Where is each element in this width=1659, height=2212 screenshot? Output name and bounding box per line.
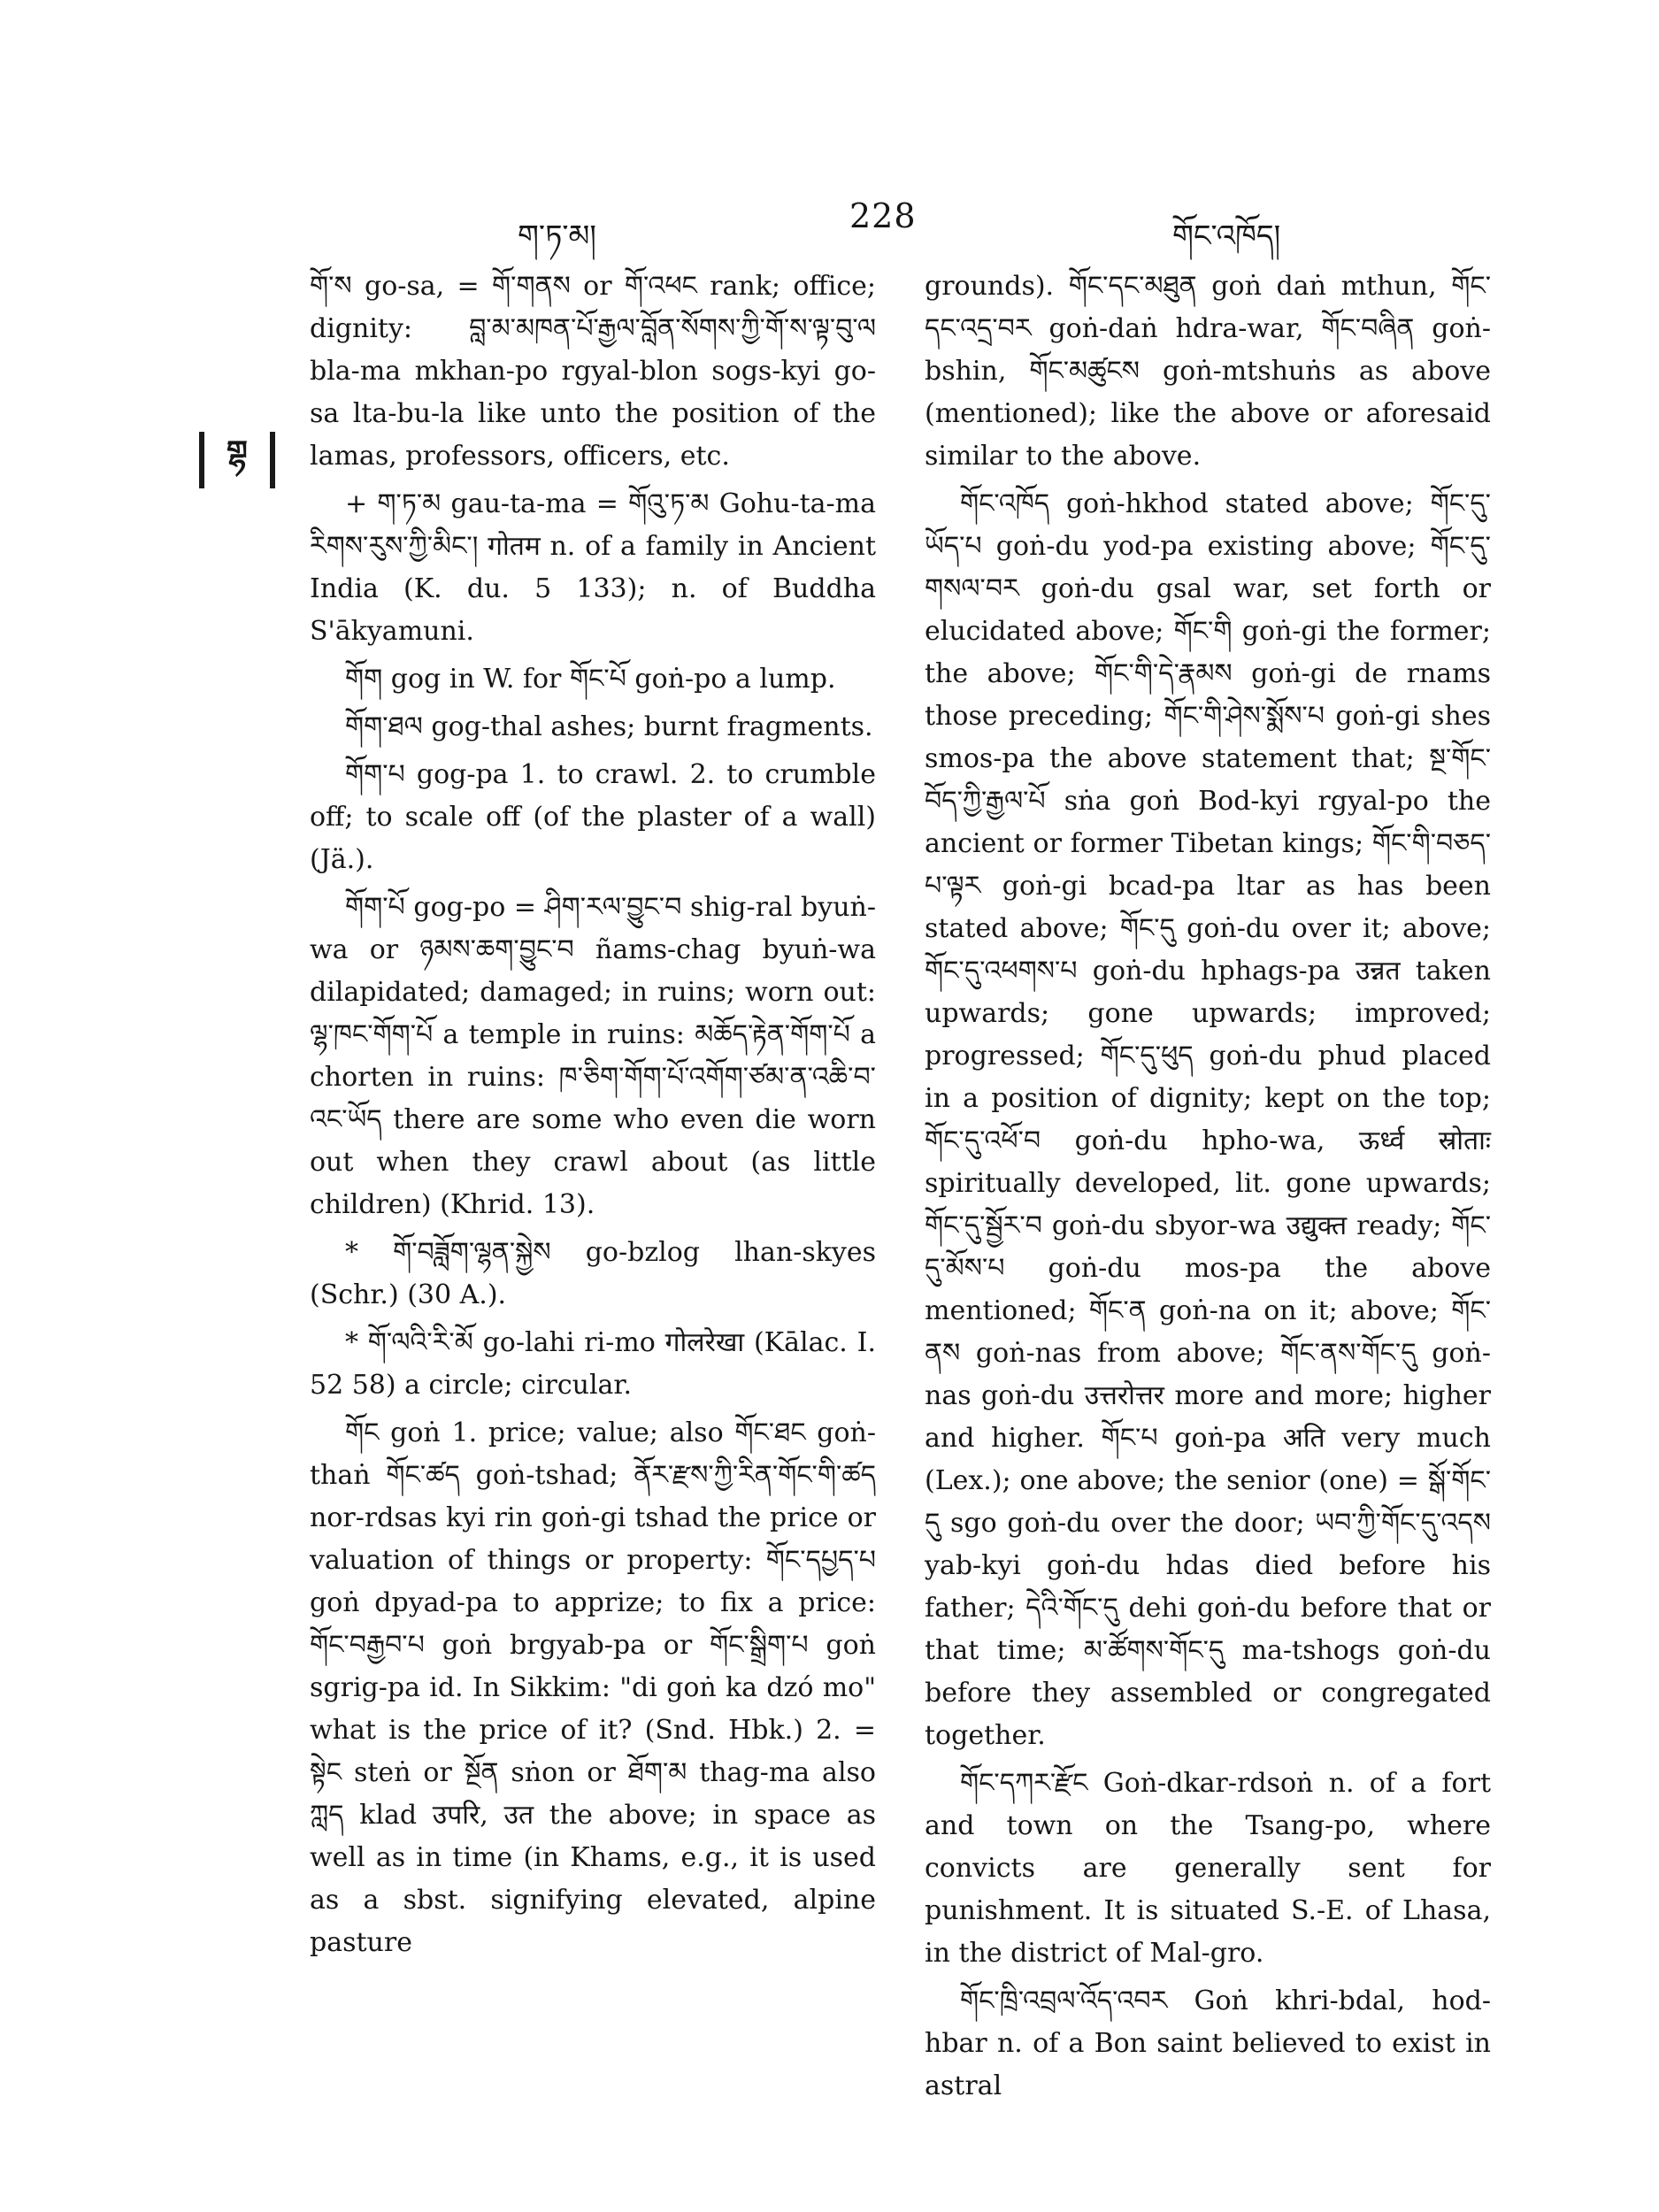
entry-gong: གོང goṅ 1. price; value; also གོང་ཐང goṅ-thaṅ གོང་ཚད goṅ-tshad; ནོར་རྫས་ཀྱི་རིན་གོང་གི་ཚད nor-rdsas kyi rin goṅ-gi tshad the price or valuation of things or property: གོང་དཔྱད་པ goṅ dpyad-pa to apprize; to fix a price: གོང་བརྒྱབ་པ goṅ brgyab-pa or གོང་སྒྲིག་པ goṅ sgrig-pa id. In Sikkim: "di goṅ ka dzó mo" what is the price of it? (Snd. Hbk.) 2. = སྟེང steṅ or སྔོན sṅon or ཐོག་མ thag-ma also ཀླད klad उपरि, उत the above; in space as well as in time (in Khams, e.g., it is used as a sbst. signifying elevated, alpine pasture (310, 1417, 876, 1958)
header-right-term: གོང་འཁོད། (1172, 219, 1281, 254)
entry-gog-pa: གོག་པ gog-pa 1. to crawl. 2. to crumble off; to scale off (of the plaster of a wall) (Jä.). (310, 759, 876, 875)
header-left-term: ག་ཏ་མ། (518, 219, 596, 254)
entry-go-lahi-ri-mo: * གོ་ལའི་རི་མོ go-lahi ri-mo गोलरेखा (Kālac. I. 52 58) a circle; circular. (310, 1327, 876, 1401)
entry-gong-continued: grounds). གོང་དང་མཐུན goṅ daṅ mthun, གོང་དང་འདྲ་བར goṅ-daṅ hdra-war, གོང་བཞིན goṅ-bshin, གོང་མཚུངས goṅ-mtshuṅs as above (mentioned); like the above or aforesaid similar to the above. (925, 271, 1491, 472)
entry-gong-dkar-rdsong: གོང་དཀར་རྫོང Goṅ-dkar-rdsoṅ n. of a fort and town on the Tsang-po, where convicts are generally sent for punishment. It is situated S.-E. of Lhasa, in the district of Mal-gro. (925, 1768, 1491, 1969)
entry-gau-ta-ma: + ག་ཏ་མ gau-ta-ma = གོའུ་ཏ་མ Gohu-ta-ma རིགས་རུས་ཀྱི་མིང་། गोतम n. of a family in Ancient India (K. du. 5 133); n. of Buddha S'ākyamuni. (310, 488, 876, 647)
entry-gong-hkhod: གོང་འཁོད goṅ-hkhod stated above; གོང་དུ་ཡོད་པ goṅ-du yod-pa existing above; གོང་དུ་གསལ་བར goṅ-du gsal war, set forth or elucidated above; གོང་གི goṅ-gi the former; the above; གོང་གི་དེ་རྣམས goṅ-gi de rnams those preceding; གོང་གི་ཤེས་སྨོས་པ goṅ-gi shes smos-pa the above statement that; སྔ་གོང་བོད་ཀྱི་རྒྱལ་པོ sṅa goṅ Bod-kyi rgyal-po the ancient or former Tibetan kings; གོང་གི་བཅད་པ་ལྟར goṅ-gi bcad-pa ltar as has been stated above; གོང་དུ goṅ-du over it; above; གོང་དུ་འཕགས་པ goṅ-du hphags-pa उन्नत taken upwards; gone upwards; improved; progressed; གོང་དུ་ཕུད goṅ-du phud placed in a position of dignity; kept on the top; གོང་དུ་འཕོ་བ goṅ-du hpho-wa, ऊर्ध्व स्रोताः spiritually developed, lit. gone upwards; གོང་དུ་སྦྱོར་བ goṅ-du sbyor-wa उद्युक्त ready; གོང་དུ་མོས་པ goṅ-du mos-pa the above mentioned; གོང་ན goṅ-na on it; above; གོང་ནས goṅ-nas from above; གོང་ནས་གོང་དུ goṅ-nas goṅ-du उत्तरोत्तर more and more; higher and higher. གོང་པ goṅ-pa अति very much (Lex.); one above; the senior (one) = སྒོ་གོང་དུ sgo goṅ-du over the door; ཡབ་ཀྱི་གོང་དུ་འདས yab-kyi goṅ-du hdas died before his father; དེའི་གོང་དུ dehi goṅ-du before that or that time; མ་ཚོགས་གོང་དུ ma-tshogs goṅ-du before they assembled or congregated together. (925, 488, 1491, 1751)
page-header (0, 196, 1659, 254)
entry-go-bzlog: * གོ་བཟློག་ལྷན་སྐྱེས go-bzlog lhan-skyes (Schr.) (30 A.). (310, 1237, 876, 1310)
page-number: 228 (849, 196, 917, 235)
entry-go-sa: གོ་ས go-sa, = གོ་གནས or གོ་འཕང rank; office; dignity: བླ་མ་མཁན་པོ་རྒྱལ་བློན་སོགས་ཀྱི་གོ་ས་ལྟ་བུ་ལ bla-ma mkhan-po rgyal-blon sogs-kyi go-sa lta-bu-la like unto the position of the lamas, professors, officers, etc. (310, 271, 876, 472)
entry-gong-khri-bdal: གོང་ཁྲི་འབྲལ་འོད་འབར Goṅ khri-bdal, hod-hbar n. of a Bon saint believed to exist in astral (925, 1985, 1491, 2101)
left-column (310, 265, 876, 1970)
margin-glyph-text: གྷ (226, 434, 249, 470)
entry-gog: གོག gog in W. for གོང་པོ goṅ-po a lump. (345, 664, 836, 695)
right-column (925, 265, 1491, 2113)
entry-gog-po: གོག་པོ gog-po = ཤིག་རལ་བྱུང་བ shig-ral byuṅ-wa or ཉམས་ཆག་བྱུང་བ ñams-chag byuṅ-wa dilapidated; damaged; in ruins; worn out: ལྷ་ཁང་གོག་པོ a temple in ruins: མཆོད་རྟེན་གོག་པོ a chorten in ruins: ཁ་ཅིག་གོག་པོ་འགོག་ཙམ་ན་འཆི་བ་འང་ཡོད there are some who even die worn out when they crawl about (as little children) (Khrid. 13). (310, 892, 876, 1220)
entry-gog-thal: གོག་ཐལ gog-thal ashes; burnt fragments. (345, 711, 873, 742)
margin-section-marker (199, 432, 275, 488)
